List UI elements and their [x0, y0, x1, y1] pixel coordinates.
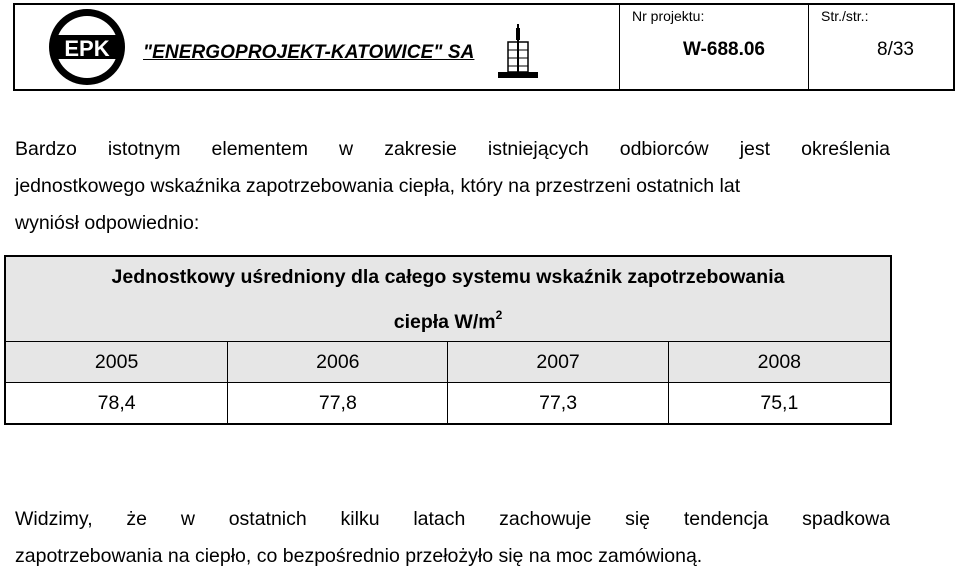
building-icon [498, 22, 538, 80]
document-header [13, 3, 955, 91]
value-cell: 78,4 [5, 383, 228, 425]
paragraph-line: zapotrzebowania na ciepło, co bezpośrednio przełożyło się na moc zamówioną. [15, 545, 703, 567]
conclusion-paragraph [15, 501, 890, 575]
unit-exponent: 2 [495, 307, 503, 322]
page-number: 8/33 [877, 39, 914, 60]
heat-demand-table [4, 255, 892, 425]
project-number: W-688.06 [683, 39, 765, 60]
epk-logo [47, 7, 127, 87]
year-cell: 2008 [668, 342, 891, 383]
header-divider [619, 5, 620, 89]
year-cell: 2005 [5, 342, 228, 383]
company-name: "ENERGOPROJEKT-KATOWICE" SA [143, 42, 475, 63]
intro-paragraph [15, 131, 890, 242]
table-caption-line: Jednostkowy uśredniony dla całego systemu wskaźnik zapotrzebowania [111, 265, 785, 288]
paragraph-line: Widzimy, że w ostatnich kilku latach zachowuje się tendencja spadkowa [15, 508, 890, 530]
table-row-years [5, 342, 891, 383]
table-row-values [5, 383, 891, 425]
svg-text:EPK: EPK [64, 36, 110, 61]
year-cell: 2006 [228, 342, 448, 383]
header-divider [808, 5, 809, 89]
table-caption-line: ciepła W/m [393, 310, 496, 333]
paragraph-line: wyniósł odpowiednio: [15, 212, 200, 234]
value-cell: 75,1 [668, 383, 891, 425]
paragraph-line: jednostkowego wskaźnika zapotrzebowania ciepła, który na przestrzeni ostatnich lat [15, 175, 741, 197]
value-cell: 77,3 [448, 383, 668, 425]
value-cell: 77,8 [228, 383, 448, 425]
paragraph-line: Bardzo istotnym elementem w zakresie istniejących odbiorców jest określenia [15, 138, 890, 160]
table-caption [5, 256, 891, 342]
year-cell: 2007 [448, 342, 668, 383]
project-number-label: Nr projektu: [632, 8, 705, 24]
page-label: Str./str.: [821, 8, 869, 24]
